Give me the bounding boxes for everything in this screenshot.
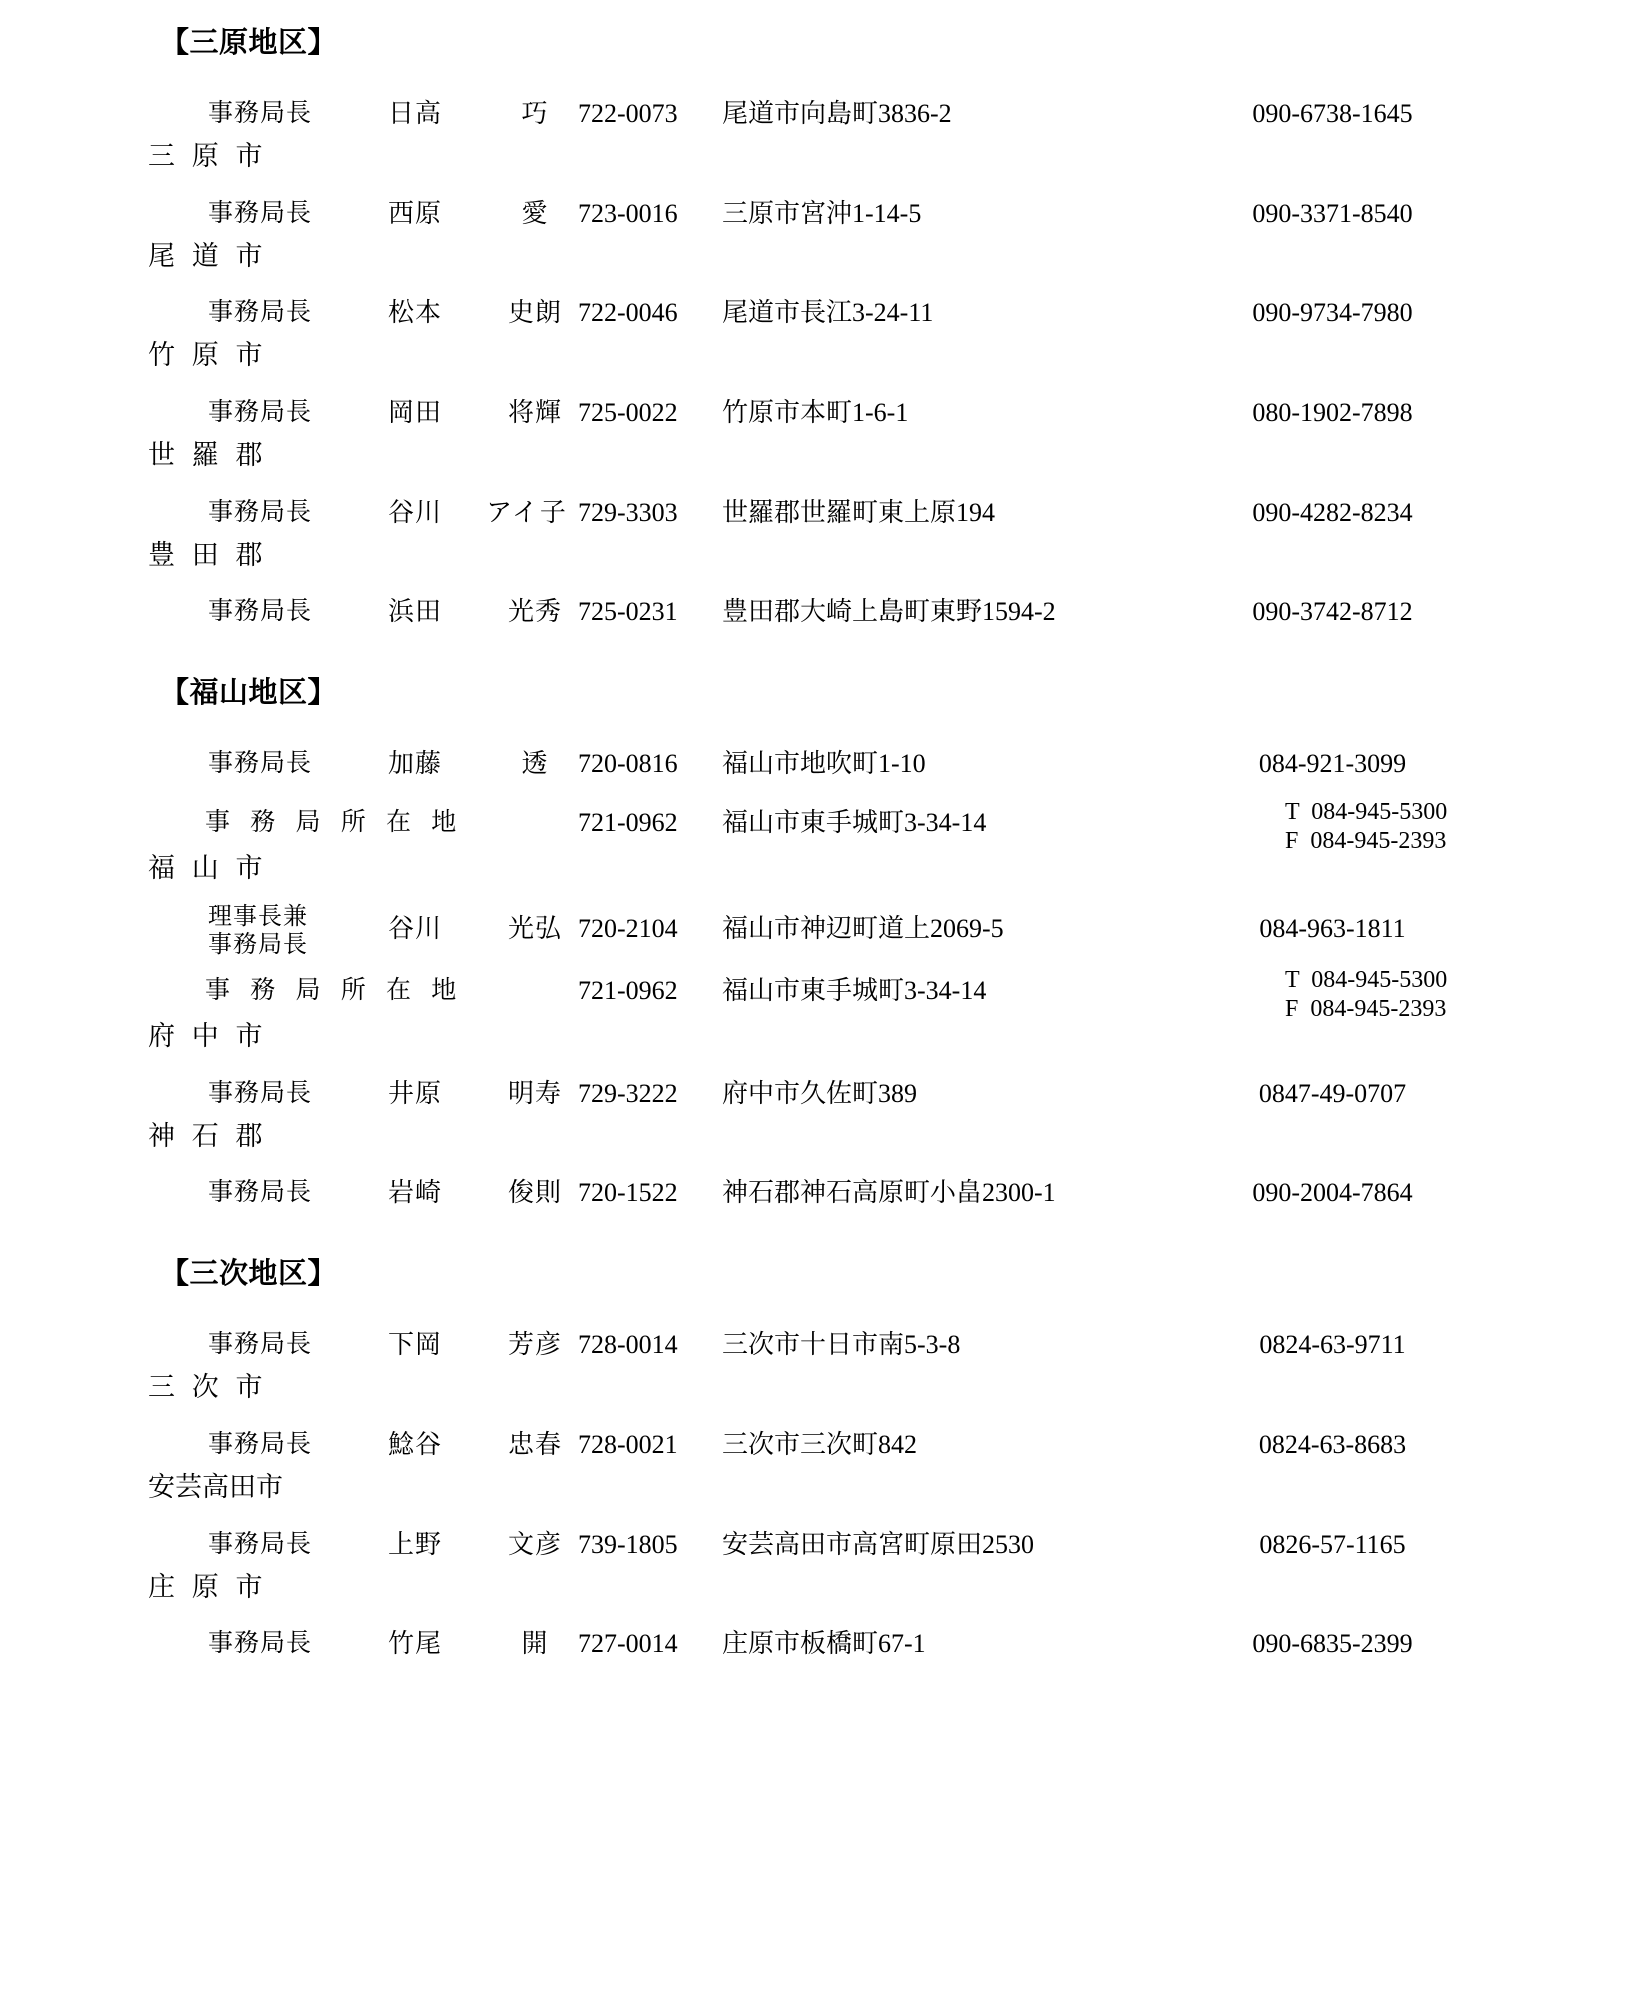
row-title: 事務局長 <box>208 1630 313 1658</box>
municipality-name: 福 山 市 <box>148 853 268 884</box>
row-address: 豊田郡大崎上島町東野1594-2 <box>722 597 1056 627</box>
row-address: 安芸高田市高宮町原田2530 <box>722 1529 1035 1559</box>
row-title: 事務局長 <box>208 199 313 227</box>
row-fax: F 084-945-2393 <box>1285 996 1447 1023</box>
row-name-first: 明寿 <box>507 1078 562 1108</box>
row-tel: T 084-945-5300 <box>1285 966 1448 993</box>
row-address: 三次市十日市南5-3-8 <box>722 1330 961 1360</box>
table-row <box>0 736 1648 792</box>
table-row <box>0 1616 1648 1672</box>
row-zip: 723-0016 <box>578 198 678 228</box>
row-address: 庄原市板橋町67-1 <box>722 1629 926 1659</box>
municipality-name: 安芸高田市 <box>148 1471 283 1502</box>
row-address: 尾道市長江3-24-11 <box>722 298 934 328</box>
row-title: 事 務 局 所 在 地 <box>205 976 464 1004</box>
row-name-last: 浜田 <box>388 597 443 627</box>
row-zip: 720-2104 <box>578 913 678 943</box>
municipality-name: 庄 原 市 <box>148 1571 268 1602</box>
row-address: 三原市宮沖1-14-5 <box>722 198 922 228</box>
table-row <box>0 1417 1648 1473</box>
row-zip: 720-1522 <box>578 1178 678 1208</box>
table-row <box>0 898 1648 960</box>
row-zip: 722-0046 <box>578 298 678 328</box>
row-zip: 728-0014 <box>578 1330 678 1360</box>
row-title: 事務局長 <box>208 1331 313 1359</box>
section-mihara <box>0 28 1648 640</box>
row-title: 事務局長 <box>208 99 313 127</box>
row-name-last: 岩崎 <box>388 1178 443 1208</box>
row-name-last: 岡田 <box>388 397 443 427</box>
section-heading: 【三次地区】 <box>160 1258 338 1291</box>
row-zip: 739-1805 <box>578 1529 678 1559</box>
table-row <box>0 86 1648 142</box>
row-tel: 090-3742-8712 <box>1252 597 1413 627</box>
row-tel: 0824-63-8683 <box>1258 1429 1407 1459</box>
row-zip: 721-0962 <box>578 975 678 1005</box>
municipality-name: 三 次 市 <box>148 1372 268 1403</box>
row-tel: 0847-49-0707 <box>1258 1078 1407 1108</box>
row-tel-fax <box>1185 960 1485 1025</box>
row-name-first: 文彦 <box>507 1529 562 1559</box>
row-zip: 725-0231 <box>578 597 678 627</box>
row-zip: 728-0021 <box>578 1429 678 1459</box>
row-zip: 729-3303 <box>578 497 678 527</box>
row-name-first: 開 <box>521 1629 549 1659</box>
municipality-name: 神 石 郡 <box>148 1120 268 1151</box>
row-address: 神石郡神石高原町小畠2300-1 <box>722 1178 1056 1208</box>
row-address: 世羅郡世羅町東上原194 <box>722 497 996 527</box>
table-row <box>0 792 1648 854</box>
row-tel: 080-1902-7898 <box>1252 397 1413 427</box>
row-tel: 0824-63-9711 <box>1259 1330 1406 1360</box>
row-tel: 084-963-1811 <box>1259 913 1406 943</box>
row-tel: 0826-57-1165 <box>1259 1529 1406 1559</box>
row-name-last: 松本 <box>388 298 443 328</box>
row-address: 尾道市向島町3836-2 <box>722 98 952 128</box>
section-fukuyama <box>0 678 1648 1221</box>
row-address: 福山市東手城町3-34-14 <box>722 808 987 838</box>
row-name-last: 上野 <box>388 1529 443 1559</box>
row-title: 事務局長 <box>208 750 313 778</box>
row-name-first: 忠春 <box>507 1429 562 1459</box>
table-row <box>0 584 1648 640</box>
table-row <box>0 186 1648 242</box>
row-tel: 090-3371-8540 <box>1252 198 1413 228</box>
table-row <box>0 960 1648 1022</box>
table-row <box>0 1165 1648 1221</box>
section-miyoshi <box>0 1259 1648 1672</box>
table-row <box>0 1317 1648 1373</box>
row-name-first: 将輝 <box>507 397 562 427</box>
row-name-first: アイ子 <box>486 497 568 527</box>
row-title: 事務局長 <box>208 598 313 626</box>
row-name-last: 下岡 <box>388 1330 443 1360</box>
row-name-last: 谷川 <box>388 497 443 527</box>
row-title <box>208 898 308 960</box>
row-tel: 090-2004-7864 <box>1252 1178 1413 1208</box>
row-address: 三次市三次町842 <box>722 1429 918 1459</box>
row-address: 福山市東手城町3-34-14 <box>722 975 987 1005</box>
row-fax: F 084-945-2393 <box>1285 828 1447 855</box>
table-row <box>0 385 1648 441</box>
row-name-first: 巧 <box>521 98 549 128</box>
row-name-last: 井原 <box>388 1078 443 1108</box>
municipality-name: 竹 原 市 <box>148 340 268 371</box>
row-tel-fax <box>1185 792 1485 857</box>
row-name-last: 加藤 <box>388 749 443 779</box>
row-address: 福山市地吹町1-10 <box>722 749 926 779</box>
municipality-name: 府 中 市 <box>148 1020 268 1051</box>
row-name-first: 俊則 <box>507 1178 562 1208</box>
row-zip: 729-3222 <box>578 1078 678 1108</box>
table-row <box>0 485 1648 541</box>
municipality-name: 三 原 市 <box>148 140 268 171</box>
row-title: 事務局長 <box>208 398 313 426</box>
row-title-line2: 事務局長 <box>208 932 308 959</box>
table-row <box>0 1066 1648 1122</box>
row-tel: 090-6738-1645 <box>1252 98 1413 128</box>
row-address: 竹原市本町1-6-1 <box>722 397 909 427</box>
row-name-first: 光弘 <box>507 913 562 943</box>
row-address: 福山市神辺町道上2069-5 <box>722 913 1004 943</box>
row-title: 事務局長 <box>208 1430 313 1458</box>
row-name-last: 西原 <box>388 198 443 228</box>
row-name-first: 光秀 <box>507 597 562 627</box>
row-zip: 722-0073 <box>578 98 678 128</box>
row-name-last: 竹尾 <box>388 1629 443 1659</box>
row-zip: 721-0962 <box>578 808 678 838</box>
table-row <box>0 1517 1648 1573</box>
section-heading: 【福山地区】 <box>160 677 338 710</box>
row-tel: 090-6835-2399 <box>1252 1629 1413 1659</box>
row-tel: 084-921-3099 <box>1258 749 1407 779</box>
row-name-last: 鯰谷 <box>388 1429 443 1459</box>
row-title: 事務局長 <box>208 498 313 526</box>
row-name-first: 透 <box>521 749 549 779</box>
table-row <box>0 285 1648 341</box>
row-name-last: 日高 <box>388 98 443 128</box>
row-name-first: 史朗 <box>507 298 562 328</box>
row-name-first: 芳彦 <box>507 1330 562 1360</box>
municipality-name: 豊 田 郡 <box>148 539 268 570</box>
row-name-first: 愛 <box>521 198 549 228</box>
row-tel: 090-4282-8234 <box>1252 497 1413 527</box>
row-tel: 090-9734-7980 <box>1252 298 1413 328</box>
row-zip: 725-0022 <box>578 397 678 427</box>
row-name-last: 谷川 <box>388 913 443 943</box>
row-title: 事務局長 <box>208 1530 313 1558</box>
row-title: 事務局長 <box>208 1079 313 1107</box>
row-zip: 727-0014 <box>578 1629 678 1659</box>
row-title: 事務局長 <box>208 1179 313 1207</box>
municipality-name: 世 羅 郡 <box>148 439 268 470</box>
section-heading: 【三原地区】 <box>160 27 338 59</box>
row-title: 事 務 局 所 在 地 <box>205 809 464 837</box>
row-tel: T 084-945-5300 <box>1285 799 1448 826</box>
row-title: 事務局長 <box>208 299 313 327</box>
row-zip: 720-0816 <box>578 749 678 779</box>
row-title-line1: 理事長兼 <box>208 903 308 930</box>
municipality-name: 尾 道 市 <box>148 240 268 271</box>
row-address: 府中市久佐町389 <box>722 1078 918 1108</box>
